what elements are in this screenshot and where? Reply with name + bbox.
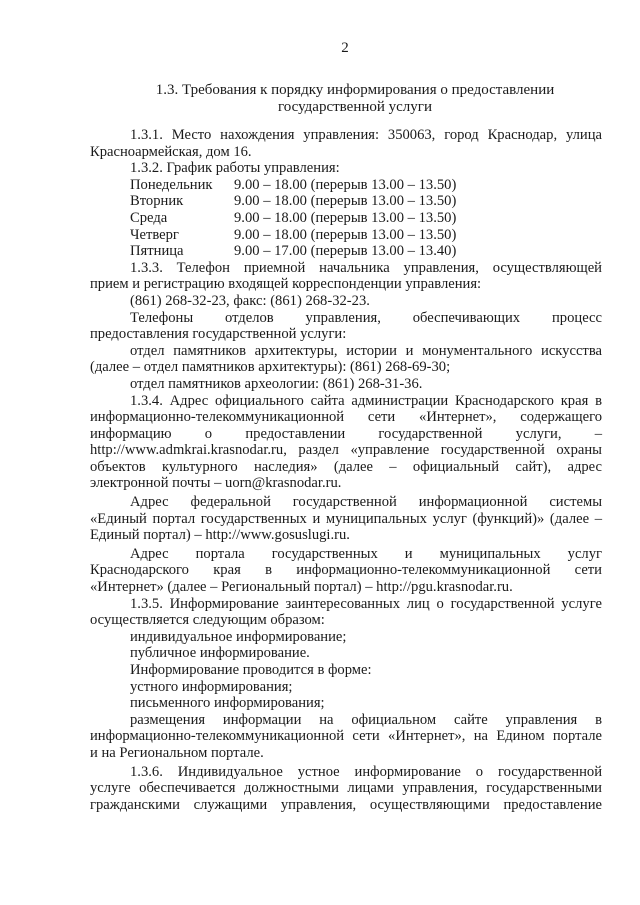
text-line: предоставления государственной услуги: [90, 326, 347, 343]
reception-phone: (861) 268-32-23, факс: (861) 268-32-23. [130, 292, 370, 309]
schedule-time: 9.00 – 18.00 (перерыв 13.00 – 13.50) [234, 193, 457, 210]
text-line: 1.3.1. Место нахождения управления: 350063, город Краснодар, улица [130, 127, 602, 143]
text-line: 1.3.6. Индивидуальное устное информирование о государственной [130, 763, 602, 780]
page-number: 2 [341, 40, 349, 56]
schedule-row [130, 177, 602, 194]
schedule-row [130, 193, 602, 210]
schedule-day: Пятница [130, 243, 184, 260]
text-line: прием и регистрацию входящей корреспонденции управления: [90, 276, 482, 293]
paragraph-1-3-2 [90, 160, 602, 260]
schedule-time: 9.00 – 18.00 (перерыв 13.00 – 13.50) [234, 176, 457, 193]
schedule-day: Вторник [130, 193, 184, 210]
paragraph-1-3-1 [90, 127, 602, 160]
unified-portal-link: Единый портал) – http://www.gosuslugi.ru. [90, 527, 350, 544]
text-line: Адрес портала государственных и муниципальных услуг [130, 545, 602, 562]
paragraph-1-3-3 [90, 260, 602, 393]
text-line: Телефоны отделов управления, обеспечивающих процесс [130, 309, 602, 326]
schedule-day: Понедельник [130, 176, 213, 193]
schedule-row [130, 227, 602, 244]
list-item: публичное информирование. [130, 645, 310, 662]
text-line: Красноармейская, дом 16. [90, 143, 252, 160]
text-line: информационно-телекоммуникационной сети «Интернет», содержащего [90, 409, 602, 426]
text-line: информацию о предоставлении государственной услуги, – [90, 425, 602, 442]
architecture-dept-phone: (далее – отдел памятников архитектуры): (861) 268-69-30; [90, 359, 451, 376]
text-line: размещения информации на официальном сайте управления в [130, 711, 602, 728]
schedule-time: 9.00 – 17.00 (перерыв 13.00 – 13.40) [234, 243, 457, 260]
text-line: 1.3.3. Телефон приемной начальника управления, осуществляющей [130, 259, 602, 276]
text-line: услуге обеспечивается должностными лицами управления, государственными [90, 780, 602, 797]
schedule-title: 1.3.2. График работы управления: [130, 160, 340, 177]
text-line: 1.3.4. Адрес официального сайта администрации Краснодарского края в [130, 392, 602, 409]
text-line: Адрес федеральной государственной информационной системы [130, 494, 602, 511]
official-site-link: http://www.admkrai.krasnodar.ru, раздел «управление государственной охраны [90, 442, 602, 459]
schedule-day: Среда [130, 209, 168, 226]
text-line: объектов культурного наследия» (далее – официальный сайт), адрес [90, 458, 602, 475]
schedule-row [130, 210, 602, 227]
schedule-time: 9.00 – 18.00 (перерыв 13.00 – 13.50) [234, 226, 457, 243]
text-line: гражданскими служащими управления, осуществляющими предоставление [90, 796, 602, 813]
text-line: отдел памятников архитектуры, истории и монументального искусства [130, 342, 602, 359]
text-line: Краснодарского края в информационно-телекоммуникационной сети [90, 562, 602, 579]
text-line: и на Региональном портале. [90, 744, 264, 761]
paragraph-1-3-5 [90, 596, 602, 762]
list-item: письменного информирования; [130, 695, 325, 712]
text-line: «Единый портал государственных и муниципальных услуг (функций)» (далее – [90, 510, 602, 527]
paragraph-1-3-4 [90, 393, 602, 596]
document-body [90, 127, 602, 813]
paragraph-1-3-6 [90, 764, 602, 814]
list-item: устного информирования; [130, 678, 293, 695]
email-address: электронной почты – uorn@krasnodar.ru. [90, 475, 342, 492]
text-line: информационно-телекоммуникационной сети «Интернет», на Едином портале [90, 728, 602, 745]
schedule-day: Четверг [130, 226, 179, 243]
schedule-row [130, 243, 602, 260]
heading-line: 1.3. Требования к порядку информирования о предоставлении [155, 82, 555, 98]
schedule-time: 9.00 – 18.00 (перерыв 13.00 – 13.50) [234, 209, 457, 226]
text-line: Информирование проводится в форме: [130, 662, 372, 678]
heading-line: государственной услуги [278, 99, 432, 115]
text-line: 1.3.5. Информирование заинтересованных лиц о государственной услуге [130, 595, 602, 612]
section-heading [120, 82, 590, 116]
archaeology-dept-phone: отдел памятников археологии: (861) 268-31-36. [130, 375, 423, 392]
list-item: индивидуальное информирование; [130, 628, 347, 645]
work-schedule [90, 177, 602, 260]
regional-portal-link: «Интернет» (далее – Региональный портал) – http://pgu.krasnodar.ru. [90, 579, 513, 596]
text-line: осуществляется следующим образом: [90, 612, 325, 629]
